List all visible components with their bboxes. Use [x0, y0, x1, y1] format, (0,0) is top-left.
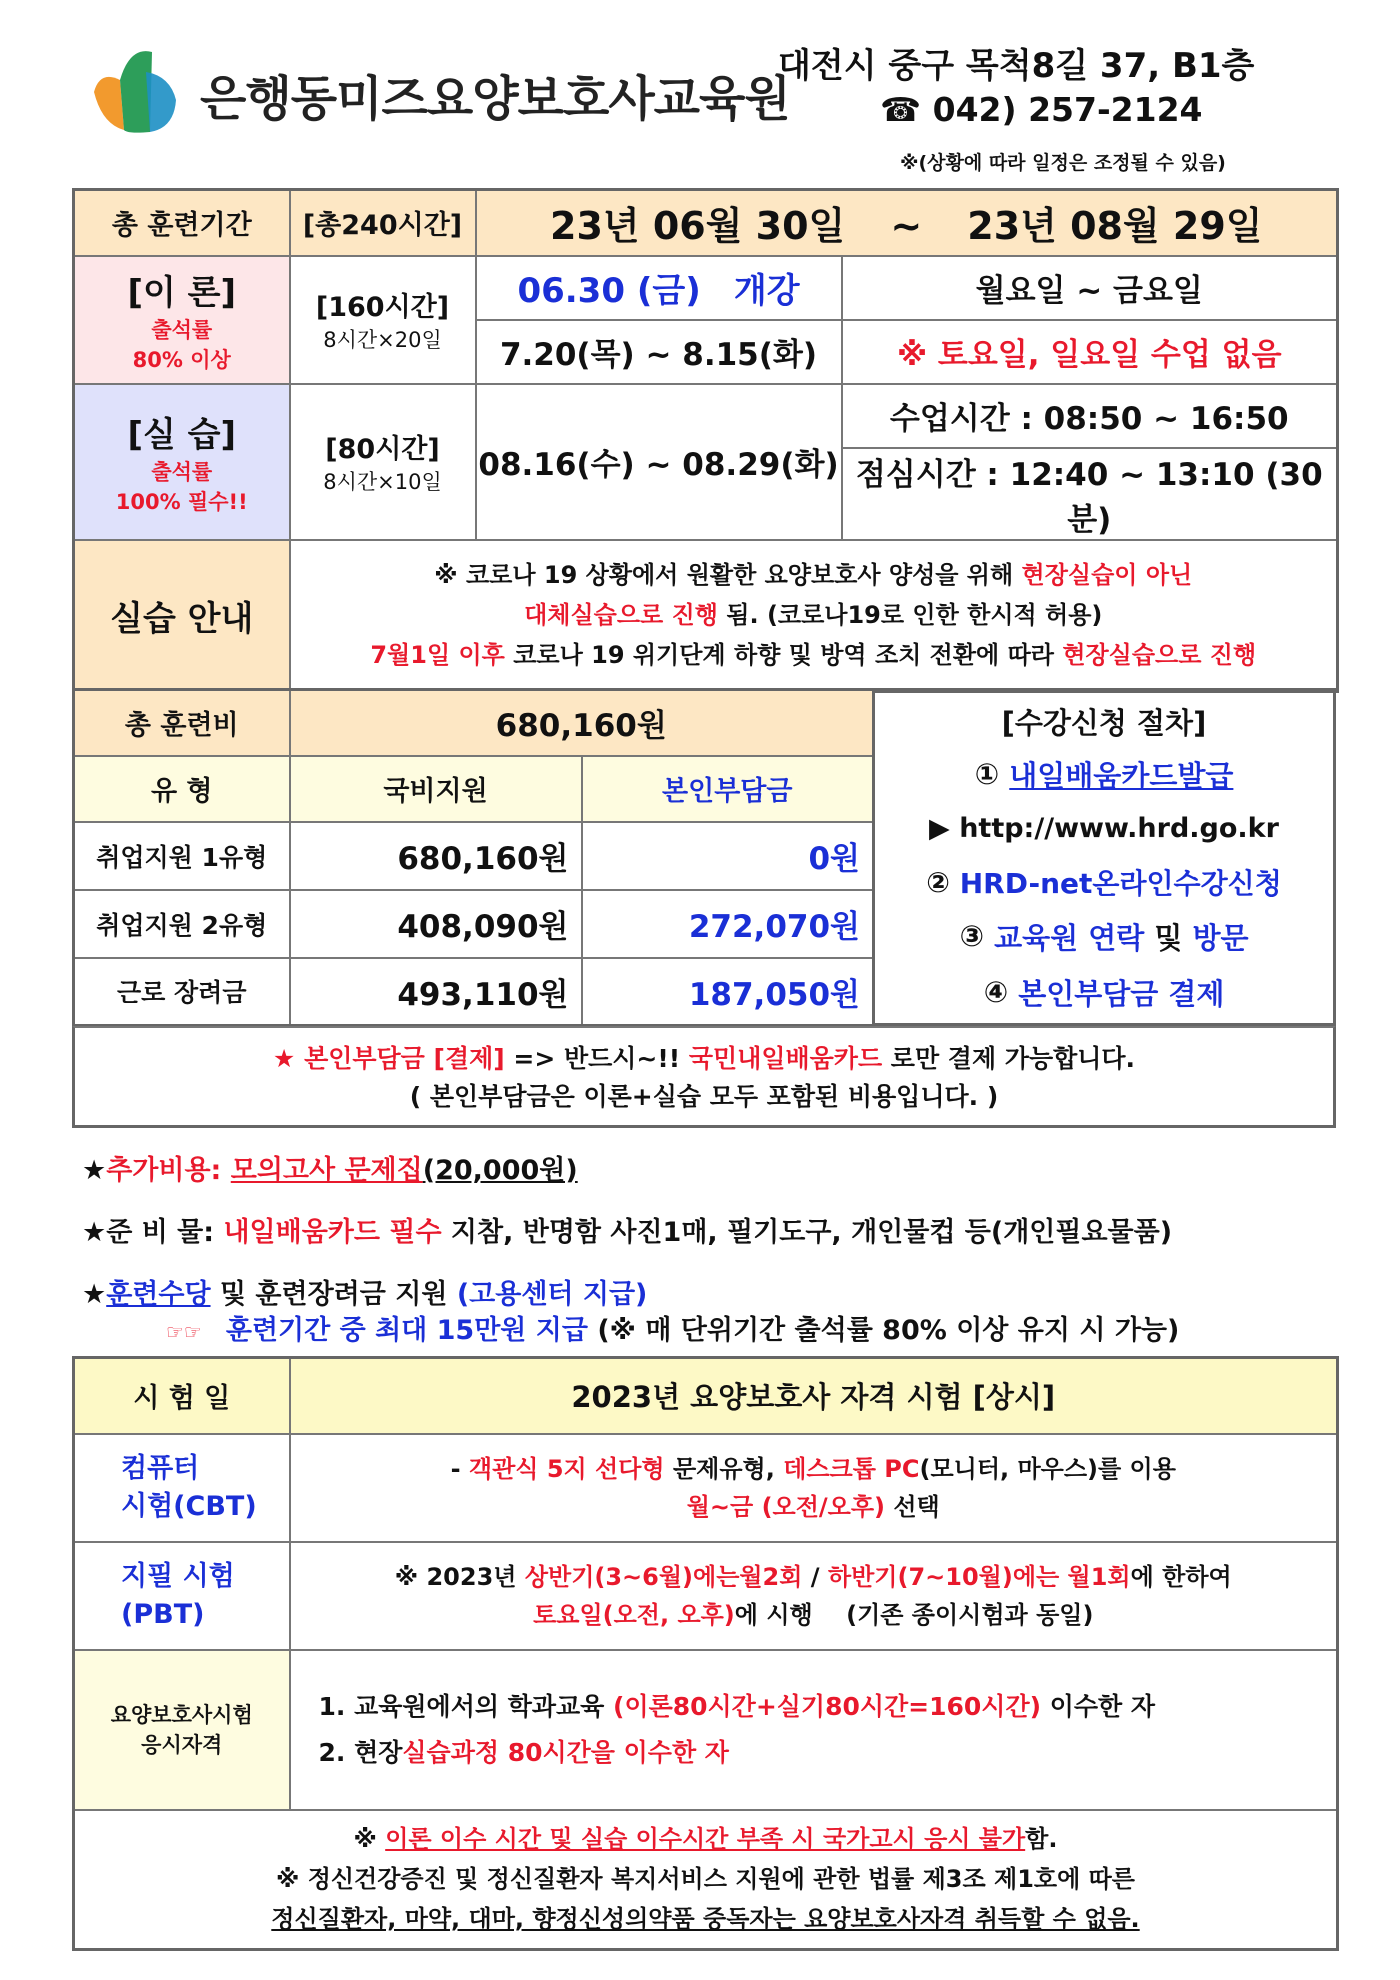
- cbt-label-1: 컴퓨터: [121, 1452, 200, 1484]
- total-fee-label: 총 훈련비: [74, 690, 290, 756]
- exam-footnote: [74, 1810, 1338, 1950]
- opening-date: 06.30 (금): [517, 271, 701, 311]
- theory-label-cell: [74, 256, 290, 384]
- procedure-step-4: [875, 971, 1333, 1013]
- org-name: 은행동미즈요양보호사교육원: [200, 71, 790, 127]
- allowance-line: [82, 1272, 647, 1311]
- foot1-b: 이론 이수 시간 및 실습 이수시간 부족 시 국가고시 응시 불가: [385, 1825, 1026, 1854]
- fee-header-self: 본인부담금: [582, 756, 874, 822]
- pbt-l1-d: 하반기(7~10월)에는 월1회: [827, 1562, 1131, 1591]
- hrd-url[interactable]: http://www.hrd.go.kr: [959, 812, 1279, 844]
- fee-type: 근로 장려금: [74, 958, 290, 1026]
- allowance-b: 및 훈련장려금 지원: [210, 1279, 457, 1310]
- fee-table: [72, 688, 875, 1027]
- pbt-label-1: 지필 시험: [121, 1560, 235, 1592]
- pbt-description: [290, 1542, 1338, 1650]
- hrd-link-row: [875, 807, 1333, 849]
- allowance-d: 훈련기간 중 최대 15만원 지급: [225, 1315, 588, 1346]
- cbt-label-2: 시험(CBT): [121, 1490, 257, 1522]
- table-row: [74, 958, 874, 1026]
- cbt-l1-d: 데스크톱 PC: [783, 1454, 920, 1483]
- allowance-detail-line: [166, 1308, 1179, 1347]
- star-icon: ★: [82, 1217, 107, 1248]
- pbt-l1-b: 상반기(3~6월)에는월2회: [524, 1562, 803, 1591]
- practice-attendance-2: 100% 필수!!: [115, 490, 248, 514]
- cbt-label: [74, 1434, 290, 1542]
- allowance-c: (고용센터 지급): [456, 1279, 648, 1310]
- theory-period: 7.20(목) ~ 8.15(화): [476, 320, 842, 384]
- guide-line3-b: 코로나 19 위기단계 하향 및 방역 조치 전환에 따라: [504, 641, 1063, 670]
- procedure-step-1: [875, 753, 1333, 795]
- step3-text-c: 방문: [1192, 920, 1249, 955]
- foot1-a: ※: [353, 1825, 386, 1854]
- procedure-step-2: [875, 861, 1333, 903]
- fee-gov: 408,090원: [290, 890, 582, 958]
- practice-label: [실 습]: [127, 415, 237, 455]
- fee-header-gov: 국비지원: [290, 756, 582, 822]
- total-period-label: 총 훈련기간: [74, 190, 290, 256]
- foot3: 정신질환자, 마약, 대마, 향정신성의약품 중독자는 요양보호사자격 취득할 수 없음.: [271, 1905, 1140, 1934]
- supplies-rest: 지참, 반명함 사진1매, 필기도구, 개인물컵 등(개인필요물품): [441, 1217, 1173, 1248]
- practice-guide-label: 실습 안내: [74, 540, 290, 692]
- note-c: 국민내일배움카드: [688, 1044, 883, 1073]
- eligibility-label: [74, 1650, 290, 1810]
- cbt-l1-c: 문제유형,: [664, 1454, 784, 1483]
- practice-guide-text: [290, 540, 1338, 692]
- step1-text: 내일배움카드발급: [1009, 758, 1234, 793]
- end-date: 23년 08월 29일: [967, 204, 1263, 249]
- guide-line2-b: 됨. (코로나19로 인한 한시적 허용): [717, 601, 1103, 630]
- pbt-l2-a: 토요일(오전, 오후): [533, 1600, 735, 1629]
- opening-cell: [476, 256, 842, 320]
- fee-gov: 493,110원: [290, 958, 582, 1026]
- pbt-l1-a: ※ 2023년: [394, 1562, 525, 1591]
- fee-payment-note: [72, 1026, 1336, 1128]
- elig-1a: 1. 교육원에서의 학과교육: [318, 1691, 614, 1721]
- lunch-time: 점심시간 : 12:40 ~ 13:10 (30분): [842, 448, 1338, 540]
- fee-gov: 680,160원: [290, 822, 582, 890]
- eligibility-label-1: 요양보호사시험: [110, 1702, 253, 1727]
- note-d: 로만 결제 가능합니다.: [882, 1044, 1136, 1073]
- fee-type: 취업지원 1유형: [74, 822, 290, 890]
- exam-table: [72, 1356, 1339, 1951]
- step2-number: ②: [926, 865, 950, 899]
- practice-detail: 8시간×10일: [323, 470, 442, 494]
- cbt-l1-b: 객관식 5지 선다형: [468, 1454, 665, 1483]
- elig-1c: 이수한 자: [1041, 1691, 1156, 1721]
- step4-text: 본인부담금 결제: [1018, 976, 1225, 1011]
- foot1-c: 함.: [1025, 1825, 1058, 1854]
- practice-label-cell: [74, 384, 290, 540]
- pbt-label: [74, 1542, 290, 1650]
- enrollment-procedure: [872, 688, 1336, 1026]
- fee-self: 272,070원: [582, 890, 874, 958]
- opening-label: 개강: [733, 271, 800, 311]
- range-tilde: ~: [890, 204, 923, 249]
- phone-icon: ☎: [880, 90, 922, 129]
- step3-text-a: 교육원 연락: [994, 920, 1145, 955]
- schedule-table: [72, 188, 1339, 693]
- supplies-required: 내일배움카드 필수: [223, 1217, 442, 1248]
- cbt-l1-a: -: [450, 1454, 469, 1483]
- fee-self: 0원: [582, 822, 874, 890]
- exam-date-label: 시 험 일: [74, 1358, 290, 1434]
- star-icon: ★: [82, 1279, 107, 1310]
- step3-number: ③: [959, 919, 985, 953]
- practice-attendance-1: 출석률: [151, 460, 213, 484]
- theory-attendance-2: 80% 이상: [132, 348, 231, 372]
- start-date: 23년 06월 30일: [550, 204, 846, 249]
- procedure-title: [수강신청 절차]: [1001, 705, 1207, 740]
- pbt-l1-e: 에 한하여: [1130, 1562, 1232, 1591]
- guide-line2-a: 대체실습으로 진행: [524, 601, 718, 630]
- cbt-description: [290, 1434, 1338, 1542]
- address: 대전시 중구 목척8길 37, B1층: [778, 46, 1255, 86]
- theory-attendance-1: 출석률: [151, 318, 213, 342]
- elig-2a: 2. 현장: [318, 1737, 403, 1767]
- table-row: [74, 822, 874, 890]
- procedure-step-3: [875, 915, 1333, 957]
- step3-text-b: 및: [1144, 920, 1193, 955]
- extra-cost-item: 모의고사 문제집: [230, 1155, 423, 1186]
- step4-number: ④: [983, 975, 1009, 1009]
- elig-1b: (이론80시간+실기80시간=160시간): [613, 1691, 1042, 1721]
- foot2: ※ 정신건강증진 및 정신질환자 복지서비스 지원에 관한 법률 제3조 제1호에 따른: [276, 1865, 1135, 1894]
- fee-type: 취업지원 2유형: [74, 890, 290, 958]
- star-icon: ★: [272, 1044, 296, 1073]
- weekdays: 월요일 ~ 금요일: [842, 256, 1338, 320]
- schedule-notice: ※(상황에 따라 일정은 조정될 수 있음): [900, 152, 1226, 174]
- note-b: => 반드시~!!: [504, 1044, 689, 1073]
- guide-line1-a: ※ 코로나 19 상황에서 원활한 요양보호사 양성을 위해: [434, 561, 1022, 590]
- no-weekend-notice: ※ 토요일, 일요일 수업 없음: [842, 320, 1338, 384]
- theory-detail: 8시간×20일: [323, 328, 442, 352]
- pbt-label-2: (PBT): [121, 1598, 205, 1630]
- cbt-l1-e: (모니터, 마우스)를 이용: [919, 1454, 1176, 1483]
- exam-date-value: 2023년 요양보호사 자격 시험 [상시]: [290, 1358, 1338, 1434]
- pointing-hand-icon: ☞☞: [166, 1320, 202, 1344]
- pbt-l1-c: /: [802, 1562, 828, 1591]
- allowance-e: (※ 매 단위기간 출석률 80% 이상 유지 시 가능): [587, 1315, 1180, 1346]
- cbt-l2-a: 월~금 (오전/오후): [686, 1492, 886, 1521]
- extra-cost-line: [82, 1148, 578, 1187]
- supplies-label: 준 비 물:: [106, 1217, 224, 1248]
- guide-line1-b: 현장실습이 아닌: [1021, 561, 1193, 590]
- step1-number: ①: [974, 757, 1000, 791]
- supplies-line: [82, 1210, 1172, 1249]
- guide-line3-c: 현장실습으로 진행: [1062, 641, 1257, 670]
- guide-line3-a: 7월1일 이후: [370, 641, 505, 670]
- class-time: 수업시간 : 08:50 ~ 16:50: [842, 384, 1338, 448]
- list-item: [319, 1684, 1337, 1730]
- fee-header-type: 유 형: [74, 756, 290, 822]
- eligibility-label-2: 응시자격: [141, 1732, 223, 1757]
- total-fee-value: 680,160원: [290, 690, 874, 756]
- elig-2b: 실습과정 80시간을 이수한 자: [402, 1737, 729, 1767]
- total-period-range: [476, 190, 1338, 256]
- allowance-a: 훈련수당: [106, 1279, 211, 1310]
- step2-text: HRD-net온라인수강신청: [959, 867, 1282, 900]
- fee-self: 187,050원: [582, 958, 874, 1026]
- table-row: [74, 890, 874, 958]
- phone-row: [880, 90, 1203, 129]
- theory-hours: [160시간]: [315, 292, 450, 323]
- note-a: 본인부담금 [결제]: [304, 1044, 505, 1073]
- pbt-l2-b: 에 시행 (기존 종이시험과 동일): [734, 1600, 1094, 1629]
- extra-cost-label: 추가비용:: [106, 1155, 231, 1186]
- cbt-l2-b: 선택: [885, 1492, 940, 1521]
- extra-cost-price: (20,000원): [422, 1155, 578, 1186]
- phone-number: 042) 257-2124: [932, 90, 1203, 129]
- list-item: [319, 1730, 1337, 1776]
- star-icon: ★: [82, 1155, 107, 1186]
- logo-mark: [90, 42, 182, 134]
- theory-hours-cell: [290, 256, 476, 384]
- eligibility-list: [290, 1650, 1338, 1810]
- note-2: ( 본인부담금은 이론+실습 모두 포함된 비용입니다. ): [409, 1082, 999, 1111]
- practice-hours-cell: [290, 384, 476, 540]
- practice-period: 08.16(수) ~ 08.29(화): [476, 384, 842, 540]
- theory-label: [이 론]: [127, 273, 237, 313]
- arrow-right-icon: ▶: [929, 812, 950, 844]
- total-hours: [총240시간]: [290, 190, 476, 256]
- practice-hours: [80시간]: [325, 434, 440, 465]
